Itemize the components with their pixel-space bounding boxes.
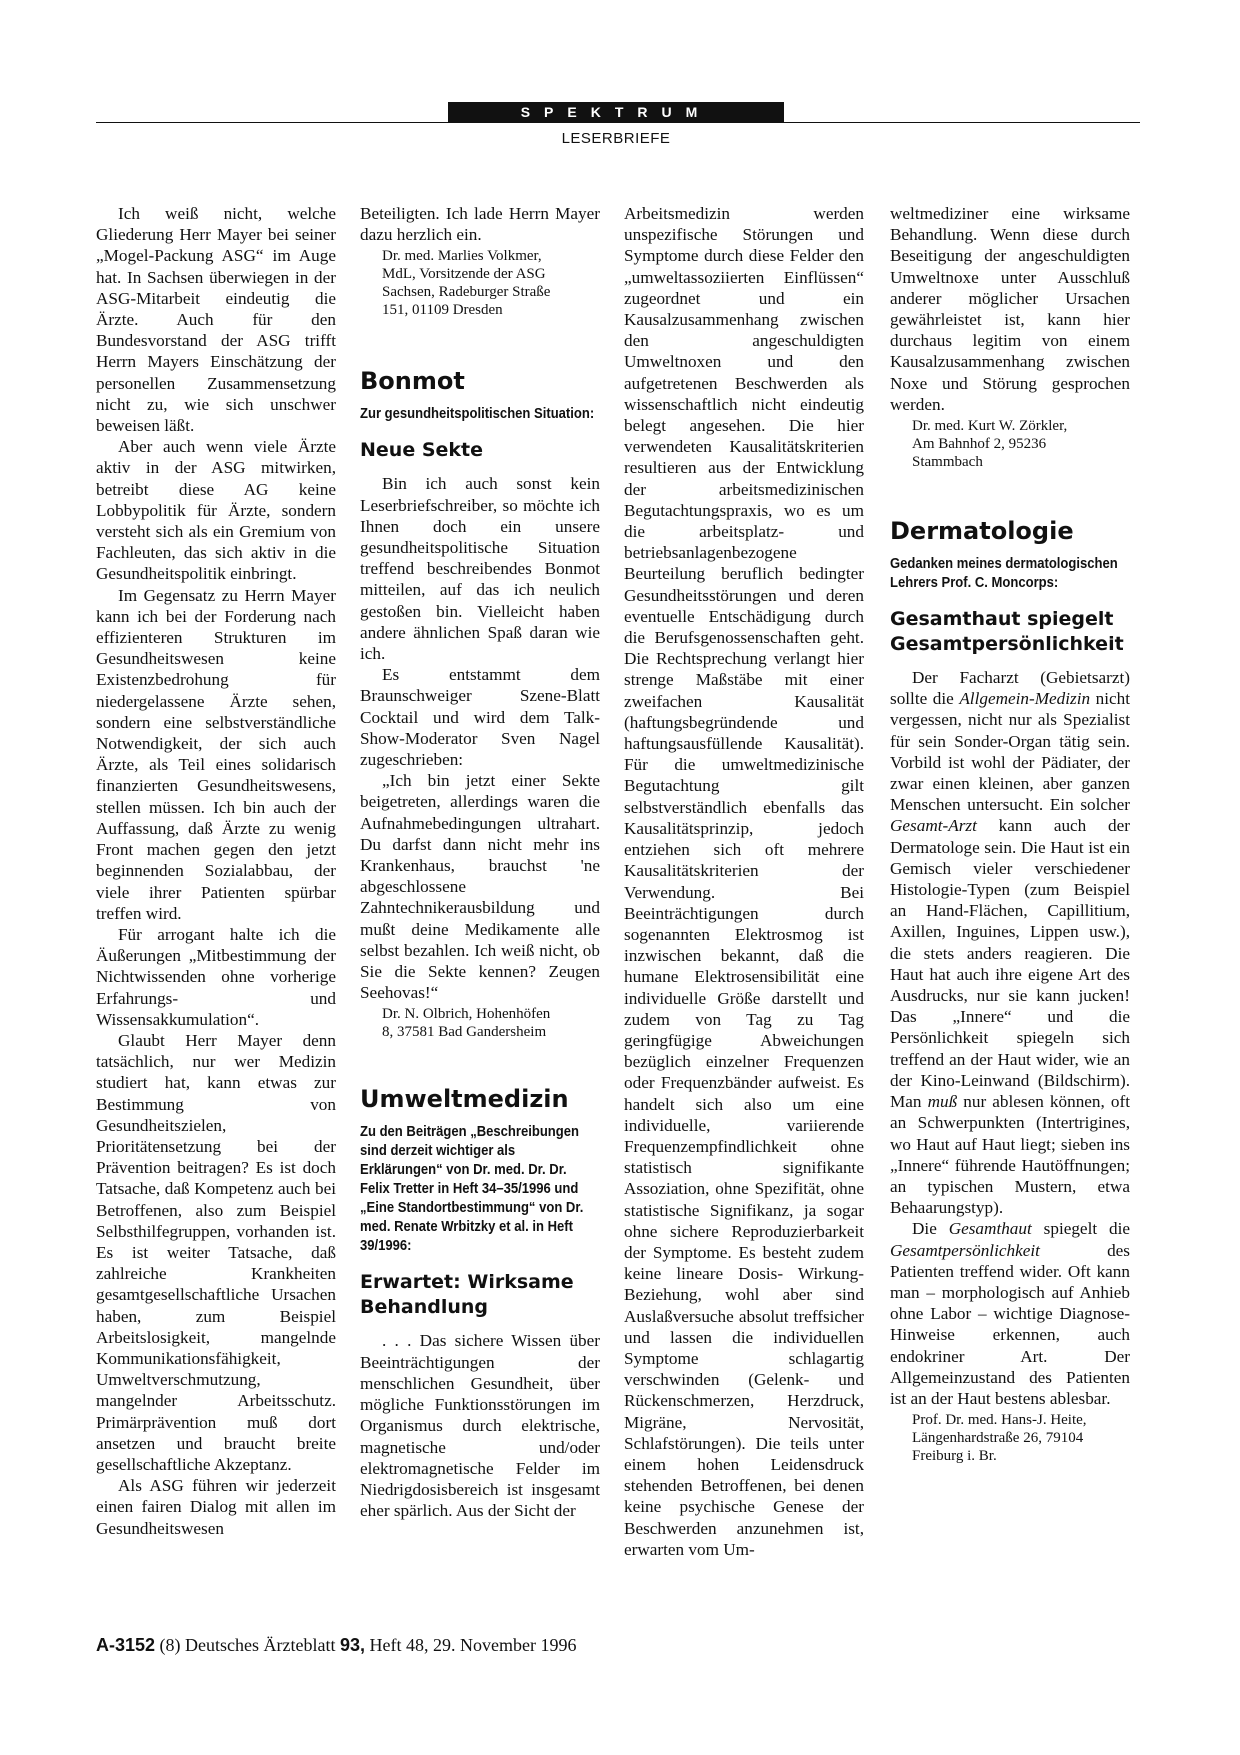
header-rule [96, 122, 1140, 123]
signature-line: Dr. med. Marlies Volkmer, [382, 248, 542, 265]
signature-line: Prof. Dr. med. Hans-J. Heite, [912, 1412, 1087, 1429]
emphasis: Gesamtpersönlichkeit [890, 1240, 1040, 1260]
signature-line: Dr. med. Kurt W. Zörkler, [912, 418, 1068, 435]
text-run: spiegelt die [1031, 1219, 1130, 1239]
signature-olbrich [360, 1005, 600, 1041]
footer-volume: 93, [339, 1635, 366, 1655]
footer-text: (8) Deutsches Ärzteblatt [159, 1635, 340, 1655]
signature-volkmer [360, 247, 600, 319]
paragraph [890, 1218, 1130, 1409]
signature-line: Sachsen, Radeburger Straße [382, 284, 551, 301]
subheading-neue-sekte: Neue Sekte [360, 439, 483, 462]
emphasis: muß [927, 1092, 958, 1112]
paragraph: Bin ich auch sonst kein Leserbriefschreiber, so möchte ich Ihnen doch ein unsere gesundheitspolitische Situation treffend beschreibendes Bonmot mitteilen, auf das ich neulich gestoßen bin. Vielleicht haben andere ähnlichen Spaß daran wie ich. [360, 474, 600, 664]
signature-line: MdL, Vorsitzende der ASG [382, 266, 546, 283]
section-banner [448, 102, 784, 122]
text-run: nicht vergessen, nicht nur als Spezialist für sein Sonder-Organ tätig sein. Vorbild ist wohl der Pädiater, der zwar einen kleinen, aber ganzen Menschen untersucht. Ein solcher [890, 689, 1130, 815]
text-run: kann auch der Dermatologe sein. Die Haut ist ein Gemisch vieler verschiedener Histologie-Typen (zum Beispiel an Hand-Flächen, Capillitium, Axillen, Inguines, Lippen usw.), die stets anders reagieren. Die Haut hat auch ihre eigene Art des Ausdrucks, nur sie kann jucken! Das „Innere“ und die Persönlichkeit spiegeln sich treffend an der Haut wider, wie an der Kino-Leinwand (Bildschirm). Man [890, 816, 1130, 1112]
signature-zoerkler [890, 417, 1130, 471]
text-run: Der Facharzt (Gebietsarzt) sollte die [890, 668, 1130, 709]
signature-line: Am Bahnhof 2, 95236 [912, 436, 1047, 453]
column-4 [890, 203, 1130, 1465]
signature-line: Stammbach [912, 454, 983, 471]
subheading-erwartet: Erwartet: Wirksame Behandlung [360, 1271, 574, 1319]
signature-line: Freiburg i. Br. [912, 1448, 997, 1465]
emphasis: Gesamthaut [948, 1219, 1032, 1239]
signature-heite [890, 1411, 1130, 1465]
signature-line: Längenhardstraße 26, 79104 [912, 1430, 1084, 1447]
emphasis: Allgemein-Medizin [959, 689, 1091, 709]
heading-umweltmedizin: Umweltmedizin [360, 1085, 569, 1114]
heading-dermatologie: Dermatologie [890, 517, 1074, 546]
column-1 [96, 203, 336, 1539]
paragraph: Glaubt Herr Mayer denn tatsächlich, nur wer Medizin studiert hat, kann etwas zur Bestimmung von Gesundheitszielen, Prioritätensetzung bei der Prävention beitragen? Es ist doch Tatsache, daß Kompetenz auch bei Betroffenen, also zum Beispiel Selbsthilfegruppen, vorhanden ist. Es ist weiter Tatsache, daß zahlreiche Krankheiten gesamtgesellschaftliche Ursachen haben, zum Beispiel Arbeitslosigkeit, mangelnde Kommunikationsfähigkeit, Umweltverschmutzung, mangelnder Arbeitsschutz. Primärprävention muß dort ansetzen und braucht breite gesellschaftliche Akzeptanz. [96, 1030, 336, 1474]
signature-line: 8, 37581 Bad Gandersheim [382, 1024, 547, 1041]
section-title: SPEKTRUM [520, 104, 712, 120]
paragraph: Arbeitsmedizin werden unspezifische Störungen und Symptome durch diese Felder den „umweltassoziierten Einflüssen“ zugeordnet und ein Kausalzusammenhang zwischen den angeschuldigten Umweltnoxen und den aufgetretenen Beschwerden als wissenschaftlich nicht eindeutig belegt angesehen. Die hier verwendeten Kausalitätskriterien resultieren aus der Entwicklung der arbeitsmedizinischen Begutachtungspraxis, wo es um die arbeitsplatz- und betriebsanlagenbezogene Beurteilung beruflich bedingter Gesundheitsstörungen und deren eventuelle Entschädigung durch die Berufsgenossenschaften geht. Die Rechtsprechung verlangt hier strenge Maßstäbe mit einer zweifachen Kausalität (haftungsbegründende und haftungsausfüllende Kausalität). Für die umweltmedizinische Begutachtung gilt selbstverständlich ebenfalls das Kausalitätsprinzip, jedoch entziehen sich oft mehrere Kausalitätskriterien der Verwendung. Bei Beeinträchtigungen durch sogenannten Elektrosmog ist inzwischen bekannt, daß die humane Elektrosensibilität eine individuelle Größe darstellt und zudem von Tag zu Tag geringfügige Abweichungen bezüglich einzelner Frequenzen oder Frequenzbänder aufweist. Es handelt sich also um eine individuelle, variierende Frequenzempfindlichkeit ohne statistisch signifikante Assoziation, ohne Spezifität, ohne statistische Signifikanz, ja sogar ohne sichere Reproduzierbarkeit der Symptome. Es besteht zudem keine lineare Dosis- Wirkung- Beziehung, wohl aber sind Auslaßversuche absolut treffsicher und lassen die individuellen Symptome schlagartig verschwinden (Gelenk- und Rückenschmerzen, Herzdruck, Migräne, Nervosität, Schlafstörungen). Die teils unter einem hohen Leidensdruck stehenden Betroffenen, bei denen keine psychische Genese der Beschwerden anzunehmen ist, erwarten vom Um- [624, 204, 864, 1559]
intro-dermatologie: Gedanken meines dermatologischen Lehrers Prof. C. Moncorps: [890, 556, 1118, 592]
column-3 [624, 203, 864, 1560]
subsection-title: LESERBRIEFE [561, 130, 671, 147]
paragraph: „Ich bin jetzt einer Sekte beigetreten, allerdings waren die Aufnahmebedingungen ultrahart. Du darfst dann nicht mehr ins Krankenhaus, brauchst 'ne abgeschlossene Zahntechnikerausbildung und mußt deine Medikamente alle selbst bezahlen. Ich weiß nicht, ob Sie die Sekte kennen? Zeugen Seehovas!“ [360, 771, 600, 1003]
heading-bonmot: Bonmot [360, 367, 465, 396]
footer-text: Heft 48, 29. November 1996 [365, 1635, 577, 1655]
intro-bonmot: Zur gesundheitspolitischen Situation: [360, 406, 595, 423]
paragraph: weltmediziner eine wirksame Behandlung. Wenn diese durch Beseitigung der angeschuldigten Umweltnoxe unter Ausschluß anderer möglicher Ursachen gewährleistet ist, kann hier durchaus legitim von einem Kausalzusammenhang zwischen Noxe und Störung gesprochen werden. [890, 204, 1130, 414]
paragraph: Beteiligten. Ich lade Herrn Mayer dazu herzlich ein. [360, 204, 600, 245]
text-run: Die [912, 1219, 949, 1239]
paragraph [890, 667, 1130, 1218]
intro-umweltmedizin: Zu den Beiträgen „Beschreibungen sind derzeit wichtiger als Erklärungen“ von Dr. med. Dr. Dr. Felix Tretter in Heft 34–35/1996 und „Eine Standortbestimmung“ von Dr. med. Renate Wrbitzky et al. in Heft 39/1996: [360, 1124, 584, 1255]
column-2 [360, 203, 600, 1521]
paragraph: Im Gegensatz zu Herrn Mayer kann ich bei der Forderung nach effizienteren Strukturen im Gesundheitswesen keine Existenzbedrohung für niedergelassene Ärzte sehen, sondern eine selbstverständliche Notwendigkeit, der sich auch Ärzte, als Teil eines solidarisch finanzierten Gesundheitswesens, stellen müssen. Ich bin auch der Auffassung, daß Ärzte zu wenig Front machen gegen den jetzt beginnenden Sozialabbau, der viele ihrer Patienten spürbar treffen wird. [96, 585, 336, 923]
subheading-gesamthaut: Gesamthaut spiegelt Gesamtpersönlichkeit [890, 608, 1124, 656]
text-run: des Patienten treffend wider. Oft kann man – morphologisch auf Anhieb ohne Labor – wichtige Diagnose-Hinweise erkennen, auch endokriner Art. Der Allgemeinzustand des Patienten ist an der Haut bestens ablesbar. [890, 1240, 1130, 1408]
text-run: nur ablesen können, oft an Schwerpunkten (Intertrigines, wo Haut auf Haut liegt; sieben ins „Innere“ führende Hautöffnungen; an typischen Mustern, etwa Behaarungstyp). [890, 1092, 1130, 1218]
paragraph: Für arrogant halte ich die Äußerungen „Mitbestimmung der Nichtwissenden ohne vorherige Erfahrungs- und Wissensakkumulation“. [96, 924, 336, 1029]
page-number: A-3152 [96, 1635, 156, 1655]
paragraph: Ich weiß nicht, welche Gliederung Herr Mayer bei seiner „Mogel-Packung ASG“ im Auge hat. In Sachsen überwiegen in der ASG-Mitarbeit eindeutig die Ärzte. Auch für den Bundesvorstand der ASG trifft Herrn Mayers Einschätzung der personellen Zusammensetzung nicht zu, wie sich unschwer beweisen läßt. [96, 204, 336, 436]
paragraph: Aber auch wenn viele Ärzte aktiv in der ASG mitwirken, betreibt diese AG keine Lobbypolitik für Ärzte, sondern versteht sich als ein Gremium von Fachleuten, das sich aktiv in die Gesundheitspolitik einbringt. [96, 437, 336, 584]
signature-line: 151, 01109 Dresden [382, 302, 503, 319]
paragraph: Als ASG führen wir jederzeit einen fairen Dialog mit allen im Gesundheitswesen [96, 1476, 336, 1538]
paragraph: Es entstammt dem Braunschweiger Szene-Blatt Cocktail und wird dem Talk-Show-Moderator Sven Nagel zugeschrieben: [360, 665, 600, 770]
emphasis: Gesamt-Arzt [890, 816, 977, 836]
signature-line: Dr. N. Olbrich, Hohenhöfen [382, 1006, 551, 1023]
paragraph: . . . Das sichere Wissen über Beeinträchtigungen der menschlichen Gesundheit, über mögliche Funktionsstörungen im Organismus durch elektrische, magnetische und/oder elektromagnetische Felder im Niedrigdosisbereich ist insgesamt eher spärlich. Aus der Sicht der [360, 1331, 600, 1521]
page-footer [96, 1635, 576, 1656]
